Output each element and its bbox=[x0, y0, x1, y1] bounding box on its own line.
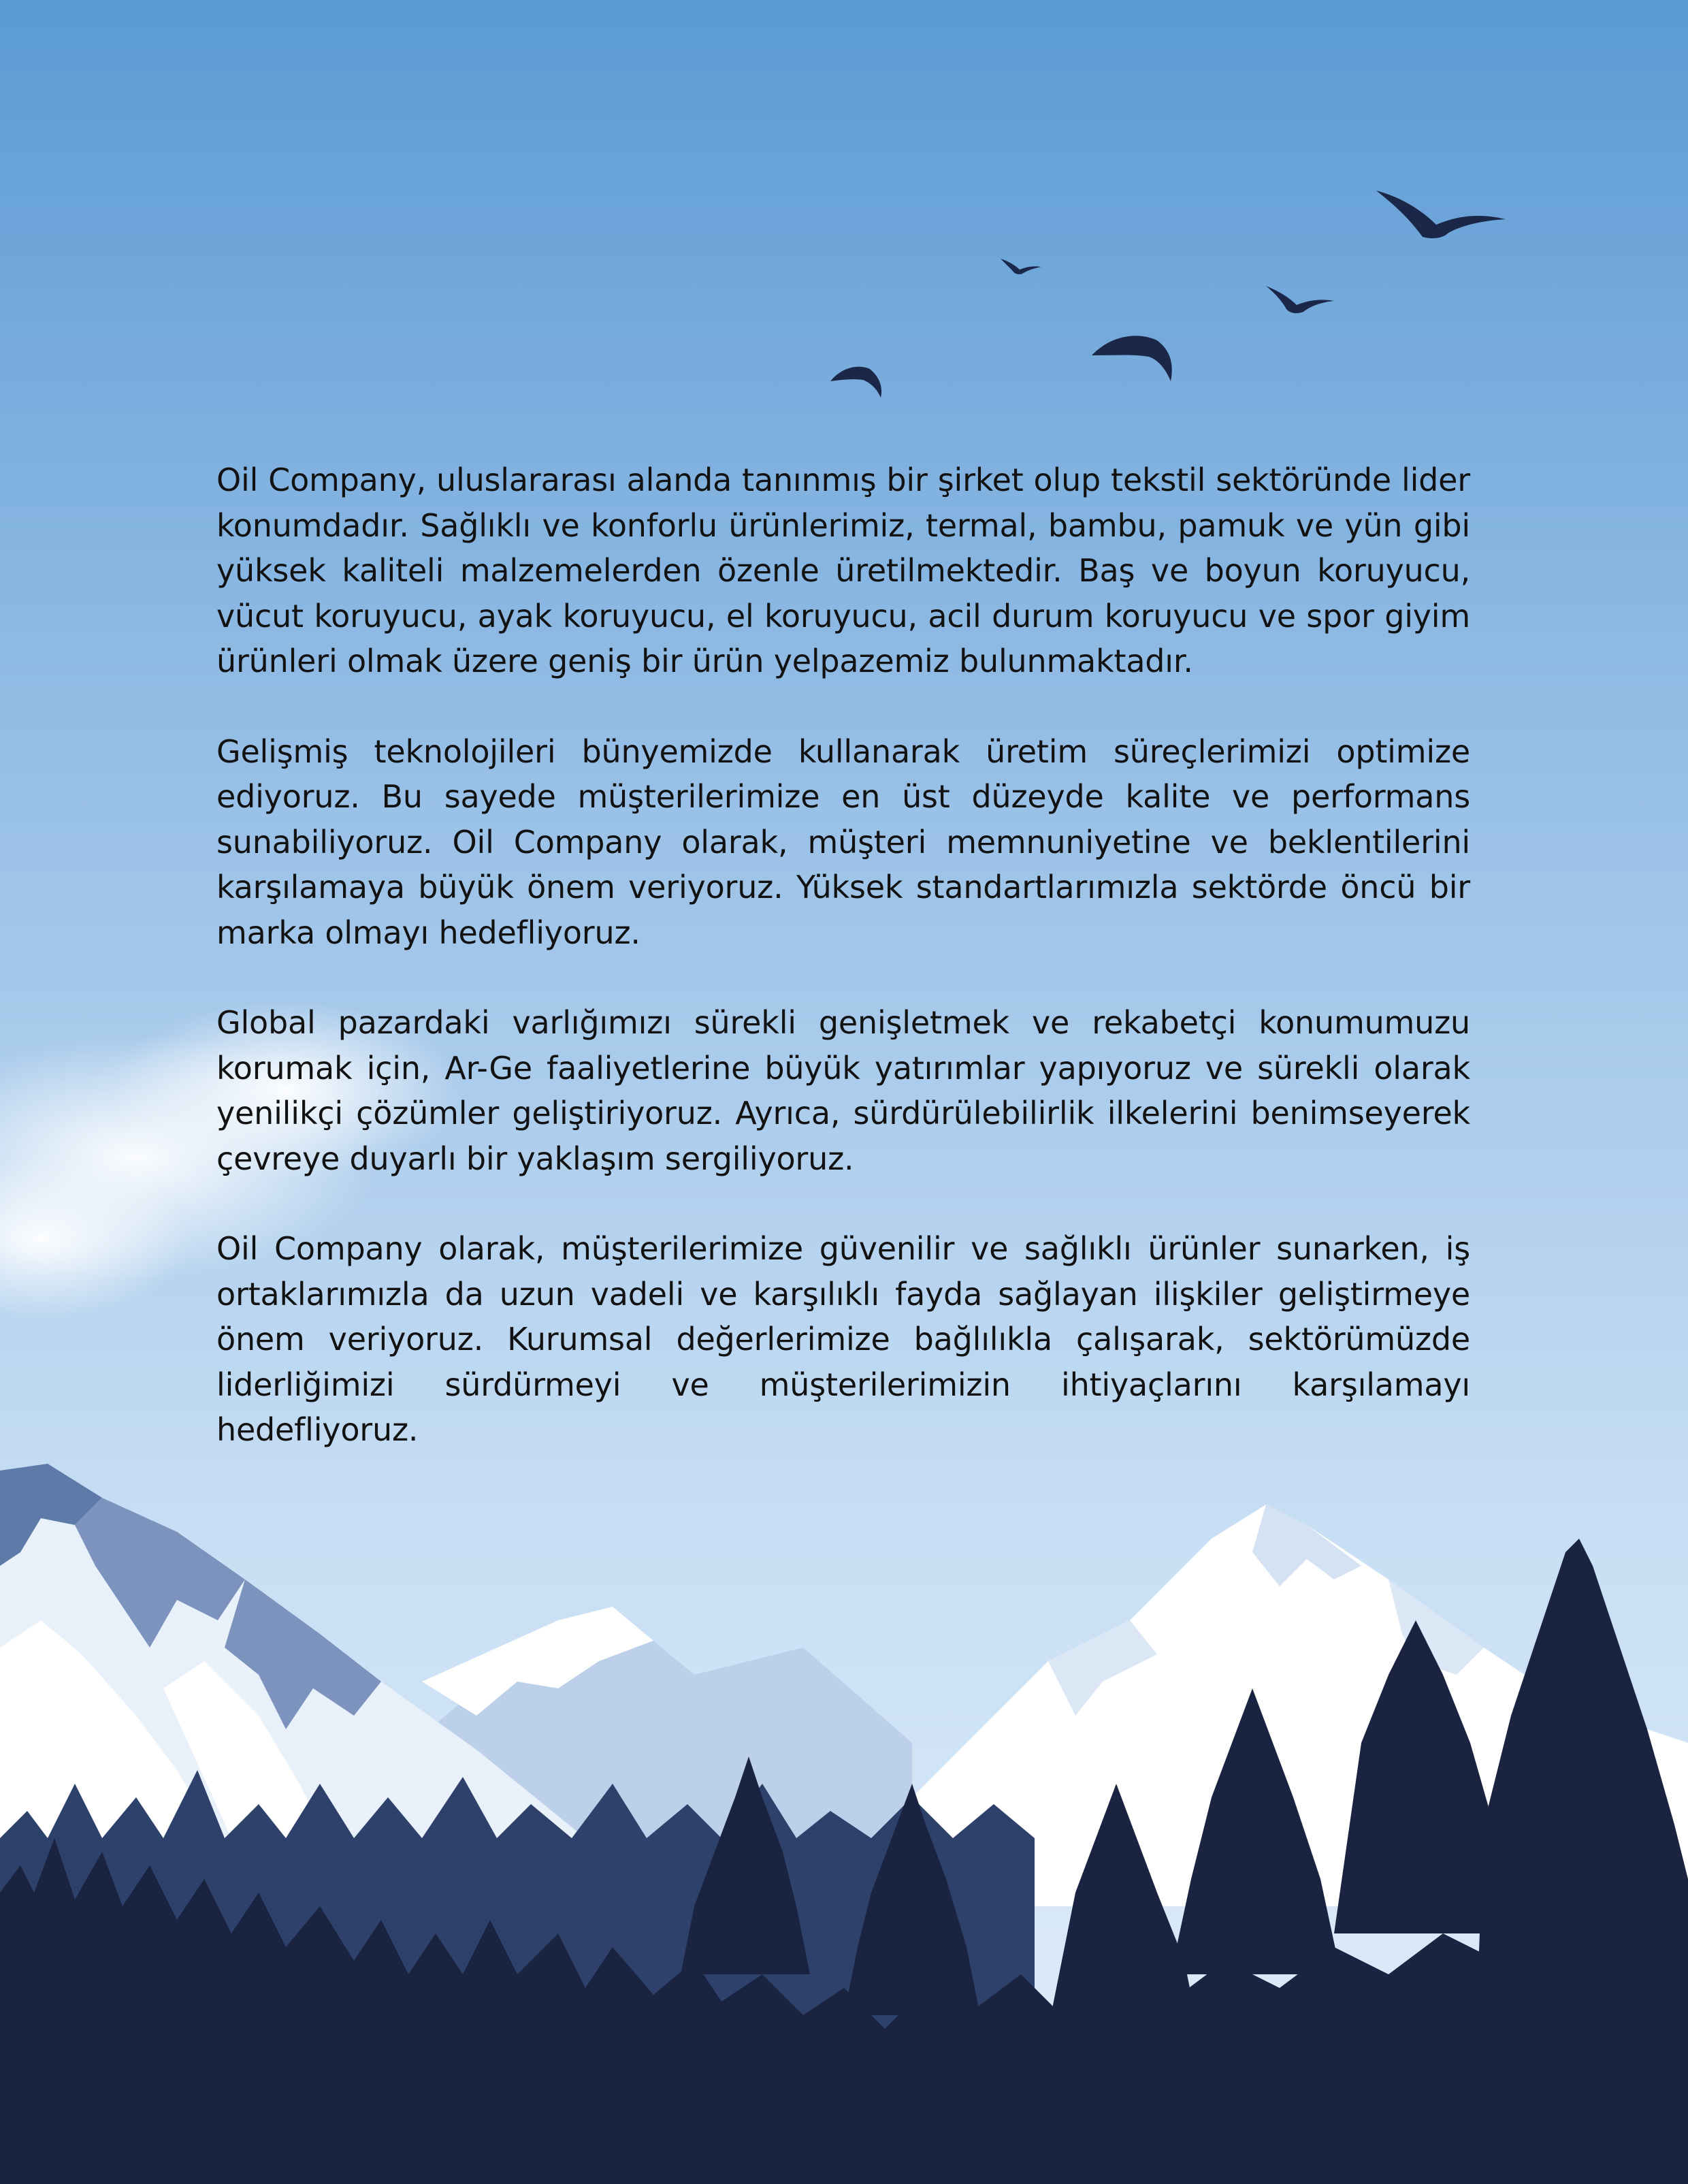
paragraph-1: Oil Company, uluslararası alanda tanınmış bir şirket olup tekstil sektöründe lider konumdadır. Sağlıklı ve konforlu ürünlerimiz, termal, bambu, pamuk ve yün gibi yüksek kaliteli malzemelerden özenle üretilmektedir. Baş ve boyun koruyucu, vücut koruyucu, ayak koruyucu, el koruyucu, acil durum koruyucu ve spor giyim ürünleri olmak üzere geniş bir ürün yelpazemiz bulunmaktadır. bbox=[216, 462, 1470, 679]
paragraph-2: Gelişmiş teknolojileri bünyemizde kullanarak üretim süreçlerimizi optimize ediyoruz. Bu sayede müşterilerimize en üst düzeyde kalite ve performans sunabiliyoruz. Oil Company olarak, müşteri memnuniyetine ve beklentilerini karşılamaya büyük önem veriyoruz. Yüksek standartlarımızla sektörde öncü bir marka olmayı hedefliyoruz. bbox=[216, 733, 1470, 951]
document-body bbox=[216, 457, 1470, 1498]
paragraph-3: Global pazardaki varlığımızı sürekli genişletmek ve rekabetçi konumumuzu korumak için, Ar-Ge faaliyetlerine büyük yatırımlar yapıyoruz ve sürekli olarak yenilikçi çözümler geliştiriyoruz. Ayrıca, sürdürülebilirlik ilkelerini benimseyerek çevreye duyarlı bir yaklaşım sergiliyoruz. bbox=[216, 1004, 1470, 1177]
paragraph-4: Oil Company olarak, müşterilerimize güvenilir ve sağlıklı ürünler sunarken, iş ortaklarımızla da uzun vadeli ve karşılıklı fayda sağlayan ilişkiler geliştirmeye önem veriyoruz. Kurumsal değerlerimize bağlılıkla çalışarak, sektörümüzde liderliğimizi sürdürmeyi ve müşterilerimizin ihtiyaçlarını karşılamayı hedefliyoruz. bbox=[216, 1230, 1470, 1448]
